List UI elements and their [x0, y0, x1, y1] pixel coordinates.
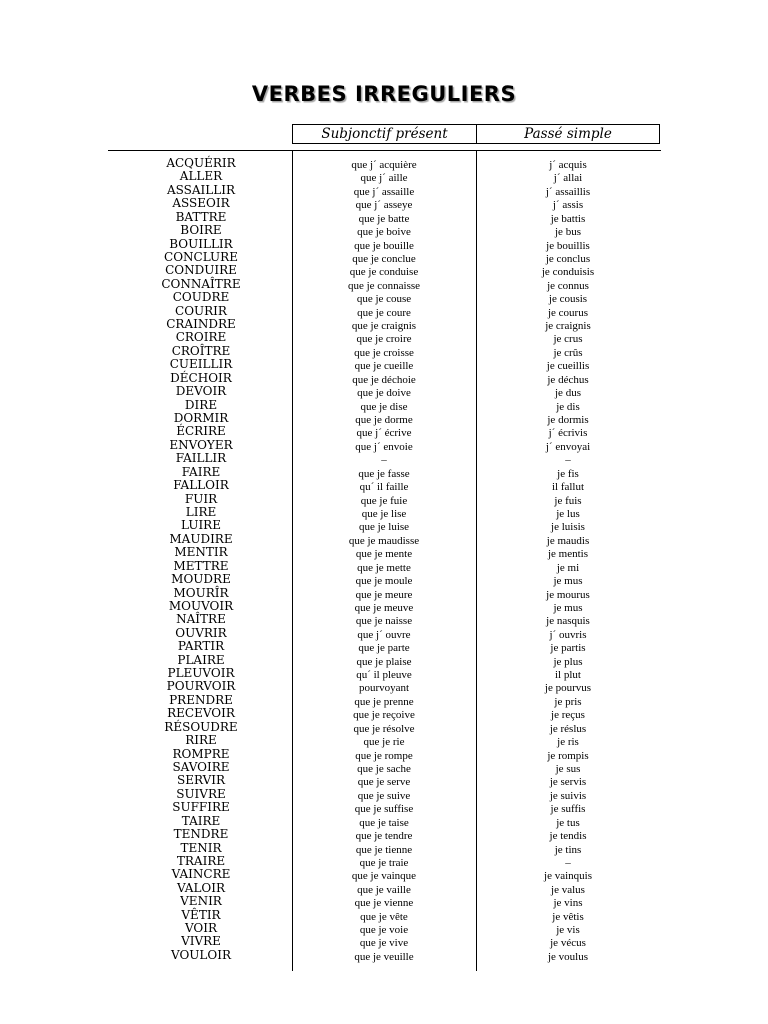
verb-infinitive: TRAIRE [176, 853, 226, 868]
subjonctif-form: que je meure [355, 588, 413, 601]
table-row [0, 533, 768, 546]
subjonctif-form: que j´ asseye [355, 199, 413, 212]
passe-simple-form: je battis [550, 212, 586, 225]
subjonctif-form: que je conclue [352, 252, 416, 265]
table-row [0, 734, 768, 747]
verb-infinitive: CROIRE [175, 330, 227, 345]
passe-simple-form: je ris [557, 736, 579, 749]
subjonctif-form: que je veuille [354, 950, 414, 963]
table-row [0, 197, 768, 210]
table-row [0, 452, 768, 465]
passe-simple-form: je crus [553, 333, 583, 346]
table-row [0, 479, 768, 492]
verb-infinitive: SAVOIRE [172, 759, 230, 774]
subjonctif-form: que je dorme [355, 414, 413, 427]
table-row [0, 694, 768, 707]
verb-infinitive: CUEILLIR [169, 357, 233, 372]
verb-infinitive: RÉSOUDRE [164, 719, 238, 734]
subjonctif-form: que je rompe [355, 749, 413, 762]
passe-simple-form: je plus [553, 655, 583, 668]
header-passe-simple: Passé simple [524, 126, 612, 142]
subjonctif-form: que je cueille [354, 360, 414, 373]
verb-infinitive: PLEUVOIR [167, 666, 235, 681]
verb-infinitive: CROÎTRE [171, 343, 231, 358]
passe-simple-form: je valus [551, 883, 585, 896]
table-row [0, 519, 768, 532]
subjonctif-form: que je moule [355, 575, 413, 588]
table-row [0, 560, 768, 573]
passe-simple-form: je vis [556, 924, 580, 937]
passe-simple-form: je sus [555, 762, 581, 775]
subjonctif-form: que je croire [356, 333, 412, 346]
passe-simple-form: je dormis [547, 414, 589, 427]
table-row [0, 909, 768, 922]
passe-simple-form: je mus [553, 575, 583, 588]
passe-simple-form: je vins [553, 897, 583, 910]
table-row [0, 627, 768, 640]
verb-table [0, 157, 768, 962]
subjonctif-form: que je lise [361, 507, 407, 520]
verb-infinitive: VOULOIR [171, 947, 231, 962]
passe-simple-form: je voulus [547, 950, 589, 963]
verb-infinitive: NAÎTRE [176, 612, 226, 627]
verb-infinitive: MENTIR [174, 545, 228, 560]
passe-simple-form: j´ acquis [549, 159, 587, 171]
verb-infinitive: MAUDIRE [169, 531, 233, 546]
passe-simple-form: je bouillis [546, 239, 590, 252]
passe-simple-form: je partis [550, 642, 586, 655]
table-row [0, 305, 768, 318]
passe-simple-form: je mentis [547, 548, 589, 561]
subjonctif-form: que je traie [359, 856, 409, 869]
verb-infinitive: VENIR [180, 894, 222, 909]
verb-infinitive: LUIRE [181, 518, 221, 533]
passe-simple-form: je conduisis [541, 266, 595, 279]
passe-simple-form: je pris [554, 695, 582, 708]
passe-simple-form: – [565, 454, 571, 467]
table-row [0, 788, 768, 801]
verb-infinitive: FAIRE [181, 464, 221, 479]
passe-simple-form: j´ écrivis [548, 427, 588, 440]
subjonctif-form: pourvoyant [358, 682, 410, 695]
passe-simple-form: je servis [549, 776, 587, 789]
subjonctif-form: que je serve [357, 776, 411, 789]
verb-infinitive: CRAINDRE [166, 317, 236, 332]
table-row [0, 815, 768, 828]
table-row [0, 828, 768, 841]
verb-infinitive: ALLER [179, 169, 223, 184]
verb-infinitive: ÉCRIRE [176, 424, 226, 439]
passe-simple-form: je fuis [554, 494, 582, 507]
subjonctif-form: que j´ ouvre [357, 628, 411, 641]
subjonctif-form: que je vainque [351, 870, 417, 883]
verb-infinitive: ACQUÉRIR [166, 156, 236, 170]
passe-simple-form: je courus [547, 306, 588, 319]
passe-simple-form: je nasquis [546, 615, 590, 628]
passe-simple-form: je tins [554, 843, 582, 856]
subjonctif-form: que je coure [357, 306, 411, 319]
passe-simple-form: je craignis [545, 320, 591, 333]
verb-infinitive: SERVIR [176, 773, 226, 788]
subjonctif-form: que je boive [357, 226, 411, 239]
verb-infinitive: METTRE [173, 558, 229, 573]
table-row [0, 895, 768, 908]
table-row [0, 949, 768, 962]
table-row [0, 358, 768, 371]
passe-simple-form: je vécus [550, 937, 586, 950]
verb-infinitive: COUDRE [172, 290, 230, 305]
passe-simple-form: je mi [556, 561, 580, 574]
passe-simple-form: je maudis [546, 534, 590, 547]
subjonctif-form: que je craignis [351, 320, 417, 333]
subjonctif-form: que je sache [357, 762, 411, 775]
passe-simple-form: je reçus [551, 709, 585, 722]
passe-simple-form: il fallut [551, 481, 585, 494]
verb-infinitive: PRENDRE [169, 692, 233, 707]
passe-simple-form: je luisis [551, 521, 585, 534]
table-row [0, 238, 768, 251]
table-row [0, 493, 768, 506]
table-row [0, 935, 768, 948]
table-row [0, 425, 768, 438]
subjonctif-form: que je vaille [357, 883, 411, 896]
subjonctif-form: que je reçoive [353, 709, 415, 722]
verb-infinitive: RECEVOIR [167, 706, 235, 721]
table-row [0, 640, 768, 653]
passe-simple-form: je bus [555, 226, 581, 239]
passe-simple-form: je mourus [546, 588, 590, 601]
passe-simple-form: j´ assaillis [545, 185, 591, 198]
table-row [0, 318, 768, 331]
verb-infinitive: OUVRIR [175, 625, 227, 640]
verb-infinitive: LIRE [185, 504, 217, 519]
verb-infinitive: DORMIR [173, 411, 229, 426]
verb-infinitive: MOUVOIR [168, 598, 234, 613]
subjonctif-form: que je bouille [354, 239, 414, 252]
subjonctif-form: que je suffise [354, 803, 414, 816]
verb-infinitive: VOIR [184, 921, 218, 936]
verb-infinitive: BOIRE [180, 223, 222, 238]
verb-infinitive: BOUILLIR [169, 236, 233, 251]
subjonctif-form: que je prenne [354, 695, 414, 708]
subjonctif-form: que je conduise [349, 266, 419, 279]
subjonctif-form: que je batte [358, 212, 410, 225]
subjonctif-form: que je doive [357, 387, 411, 400]
passe-simple-form: je tus [556, 816, 580, 829]
table-row [0, 291, 768, 304]
subjonctif-form: que je dise [360, 400, 408, 413]
table-row [0, 707, 768, 720]
subjonctif-form: que j´ écrive [356, 427, 412, 440]
subjonctif-form: que je tendre [355, 830, 413, 843]
verb-infinitive: BATTRE [175, 209, 227, 224]
table-row [0, 667, 768, 680]
subjonctif-form: – [381, 454, 387, 467]
subjonctif-form: que je vienne [354, 897, 414, 910]
verb-infinitive: DEVOIR [175, 384, 227, 399]
verb-infinitive: MOUDRE [171, 572, 231, 587]
table-row [0, 922, 768, 935]
passe-simple-form: je dis [556, 400, 580, 413]
subjonctif-form: que je parte [358, 642, 410, 655]
verb-infinitive: FALLOIR [173, 478, 229, 493]
verb-infinitive: CONNAÎTRE [161, 276, 241, 291]
verb-infinitive: DÉCHOIR [170, 370, 232, 385]
subjonctif-form: que je tienne [355, 843, 413, 856]
subjonctif-form: que je mette [357, 561, 411, 574]
verb-infinitive: VIVRE [181, 934, 221, 949]
table-row [0, 801, 768, 814]
passe-simple-form: je cueillis [546, 360, 590, 373]
verb-infinitive: ENVOYER [169, 437, 233, 452]
verb-infinitive: SUIVRE [176, 786, 226, 801]
passe-simple-form: je déchus [547, 373, 589, 386]
table-row [0, 654, 768, 667]
table-row [0, 761, 768, 774]
table-row [0, 211, 768, 224]
passe-simple-form: je pourvus [544, 682, 592, 695]
table-row [0, 573, 768, 586]
table-row [0, 546, 768, 559]
subjonctif-form: que j´ assaille [353, 185, 415, 198]
table-row [0, 278, 768, 291]
table-row [0, 412, 768, 425]
verb-infinitive: SUFFIRE [172, 800, 230, 815]
table-row [0, 385, 768, 398]
subjonctif-form: que je plaise [356, 655, 412, 668]
subjonctif-form: que j´ envoie [355, 440, 413, 453]
verb-infinitive: TENIR [180, 840, 222, 855]
subjonctif-form: que j´ aille [360, 172, 408, 185]
table-row [0, 600, 768, 613]
subjonctif-form: que je meuve [354, 601, 414, 614]
passe-simple-form: je suffis [550, 803, 586, 816]
subjonctif-form: que je croisse [354, 346, 414, 359]
passe-simple-form: je lus [556, 507, 580, 520]
table-row [0, 439, 768, 452]
table-row [0, 868, 768, 881]
table-row [0, 680, 768, 693]
table-row [0, 224, 768, 237]
verb-infinitive: VÊTIR [181, 907, 221, 922]
subjonctif-form: que je vive [359, 937, 409, 950]
subjonctif-form: que je mente [355, 548, 413, 561]
verb-infinitive: TAIRE [181, 813, 221, 828]
table-row [0, 882, 768, 895]
table-row [0, 157, 768, 170]
subjonctif-form: qu´ il faille [359, 481, 409, 494]
passe-simple-form: je tendis [549, 830, 587, 843]
verb-infinitive: RIRE [185, 733, 217, 748]
verb-infinitive: DIRE [184, 397, 218, 412]
table-row [0, 748, 768, 761]
passe-simple-form: je rompis [547, 749, 589, 762]
subjonctif-form: que je voie [359, 924, 409, 937]
verb-infinitive: POURVOIR [166, 679, 236, 694]
table-row [0, 184, 768, 197]
verb-infinitive: COURIR [175, 303, 227, 318]
subjonctif-form: que je suive [357, 789, 411, 802]
verb-infinitive: FUIR [184, 491, 218, 506]
passe-simple-form: je mus [553, 601, 583, 614]
header-divider [108, 150, 661, 151]
header-subjonctif-present: Subjonctif présent [293, 125, 477, 143]
passe-simple-form: – [565, 856, 571, 869]
passe-simple-form: je connus [547, 279, 589, 292]
passe-simple-form: je conclus [545, 252, 591, 265]
table-row [0, 613, 768, 626]
verb-infinitive: PARTIR [177, 639, 225, 654]
table-row [0, 587, 768, 600]
passe-simple-form: je fis [557, 467, 579, 480]
passe-simple-form: il plut [555, 669, 581, 682]
verb-infinitive: ASSAILLIR [166, 182, 235, 197]
table-row [0, 251, 768, 264]
verb-infinitive: ASSEOIR [172, 196, 230, 211]
passe-simple-form: j´ assis [552, 199, 584, 212]
passe-simple-form: je cousis [548, 293, 588, 306]
table-row [0, 855, 768, 868]
subjonctif-form: que je couse [356, 293, 412, 306]
subjonctif-form: que je fasse [358, 467, 410, 480]
passe-simple-form: je crûs [553, 346, 583, 359]
verb-infinitive: FAILLIR [175, 451, 227, 466]
subjonctif-form: que je naisse [355, 615, 413, 628]
subjonctif-form: que je maudisse [348, 534, 420, 547]
verb-infinitive: VALOIR [176, 880, 226, 895]
table-row [0, 506, 768, 519]
subjonctif-form: qu´ il pleuve [356, 669, 412, 682]
verb-infinitive: ROMPRE [172, 746, 230, 761]
verb-infinitive: CONDUIRE [165, 263, 237, 278]
passe-simple-form: j´ allai [553, 172, 583, 185]
table-row [0, 399, 768, 412]
table-row [0, 372, 768, 385]
table-row [0, 345, 768, 358]
passe-simple-form: je vainquis [544, 870, 592, 883]
table-row [0, 774, 768, 787]
subjonctif-form: que je luise [358, 521, 410, 534]
table-row [0, 842, 768, 855]
subjonctif-form: que je fuie [360, 494, 408, 507]
verb-infinitive: MOURÎR [173, 585, 229, 600]
subjonctif-form: que je déchoie [352, 373, 416, 386]
page-title: VERBES IRREGULIERS [251, 82, 517, 106]
passe-simple-form: je vêtis [552, 910, 584, 923]
passe-simple-form: je suivis [549, 789, 587, 802]
subjonctif-form: que je taise [359, 816, 409, 829]
table-row [0, 170, 768, 183]
passe-simple-form: je réslus [549, 722, 587, 735]
passe-simple-form: j´ ouvris [549, 628, 587, 641]
subjonctif-form: que je vête [360, 910, 408, 923]
subjonctif-form: que j´ acquière [351, 159, 417, 171]
subjonctif-form: que je connaisse [347, 279, 421, 292]
passe-simple-form: j´ envoyai [545, 440, 591, 453]
subjonctif-form: que je rie [363, 736, 405, 749]
table-row [0, 721, 768, 734]
table-header [292, 124, 660, 144]
verb-infinitive: PLAIRE [177, 652, 225, 667]
table-row [0, 466, 768, 479]
verb-infinitive: VAINCRE [171, 867, 231, 882]
verb-infinitive: CONCLURE [164, 249, 238, 264]
verb-infinitive: TENDRE [173, 827, 229, 842]
table-row [0, 264, 768, 277]
subjonctif-form: que je résolve [353, 722, 415, 735]
table-row [0, 331, 768, 344]
passe-simple-form: je dus [555, 387, 581, 400]
